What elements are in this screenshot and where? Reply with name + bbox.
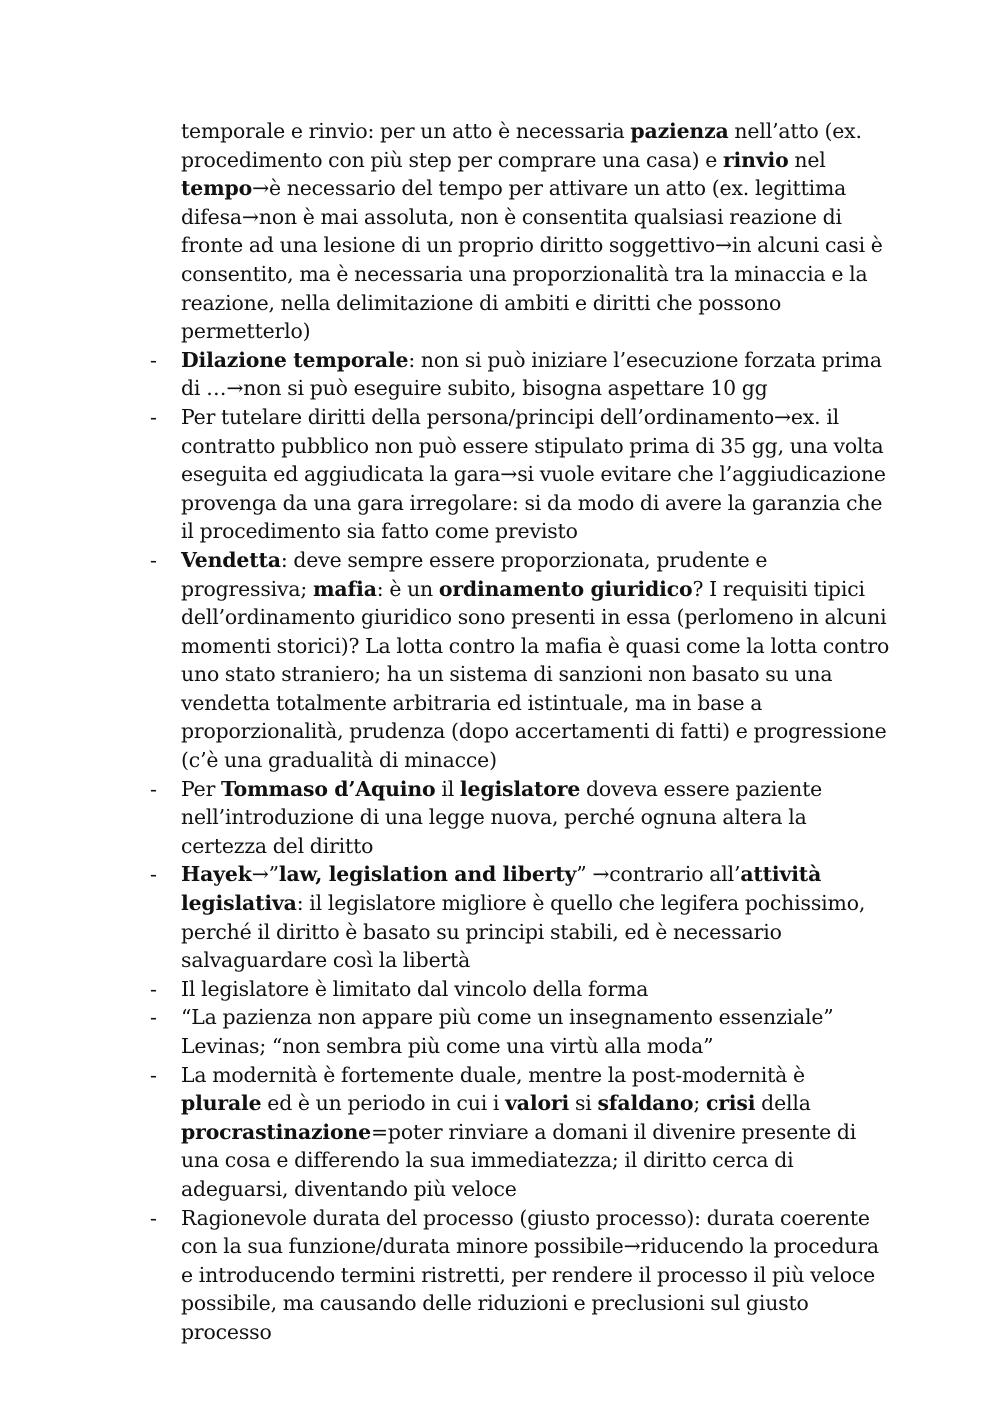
bullet-dash: - [150, 404, 157, 429]
bullet-dash: - [150, 976, 157, 1001]
bold-text: crisi [705, 1091, 756, 1116]
bullet-dash: - [150, 862, 157, 887]
bold-text: plurale [181, 1091, 262, 1116]
text-run: della [755, 1091, 811, 1116]
bold-text: ordinamento giuridico [438, 576, 693, 601]
text-run: La modernità è fortemente duale, mentre la post-modernità è [181, 1062, 805, 1087]
text-run: =poter rinviare a domani il divenire presente di una cosa e differendo la sua immediatezza; il diritto cerca di adeguarsi, diventando più veloce [181, 1119, 857, 1201]
list-item-text [181, 862, 865, 972]
list-item [150, 1003, 890, 1060]
text-run: Ragionevole durata del processo (giusto processo): durata coerente con la sua funzione/durata minore possibile→riducendo la procedura e introducendo termini ristretti, per rendere il processo il più veloce possibile, ma causando delle riduzioni e preclusioni sul giusto processo [181, 1205, 879, 1344]
list-item-text [181, 1063, 856, 1201]
text-run: Per tutelare diritti della persona/principi dell’ordinamento→ex. il contratto pubblico non può essere stipulato prima di 35 gg, una volta eseguita ed aggiudicata la gara→si vuole evitare che l’aggiudicazione provenga da una gara irregolare: si da modo di avere la garanzia che il procedimento sia fatto come previsto [181, 404, 886, 544]
text-run: : è un [376, 576, 439, 601]
text-run: ; [693, 1091, 706, 1116]
text-run: ? I requisiti tipici dell’ordinamento giuridico sono presenti in essa (perlomeno in alcuni momenti storici)? La lotta contro la mafia è quasi come la lotta contro uno stato straniero; ha un sistema di sanzioni non basato su una vendetta totalmente arbitraria ed istintuale, ma in base a proporzionalità, prudenza (dopo accertamenti di fatti) e progressione (c’è una gradualità di minacce) [181, 576, 890, 773]
list-item-text [181, 348, 882, 401]
list-item [150, 346, 890, 403]
text-run: ” →contrario all’ [576, 862, 741, 887]
text-run: : il legislatore migliore è quello che legifera pochissimo, perché il diritto è basato su principi stabili, ed è necessario salvaguardare così la libertà [181, 891, 866, 973]
bold-text: pazienza [630, 119, 729, 143]
document-body [150, 117, 890, 1347]
text-run: Il legislatore è limitato dal vincolo della forma [181, 976, 649, 1001]
list-item-text [181, 1206, 879, 1344]
bold-text: Vendetta [181, 547, 281, 572]
list-item-text [181, 777, 822, 858]
bullet-dash: - [150, 1005, 157, 1030]
list-item [150, 860, 890, 974]
list-item [150, 403, 890, 546]
bold-text: valori [505, 1091, 570, 1116]
text-run: si [569, 1091, 598, 1116]
bullet-dash: - [150, 547, 157, 572]
list-item [150, 1204, 890, 1347]
bullet-dash: - [150, 1205, 157, 1230]
text-run: il [435, 776, 460, 801]
bullet-dash: - [150, 1062, 157, 1087]
list-item [150, 775, 890, 861]
list-item-text [181, 977, 648, 1001]
bullet-dash: - [150, 776, 157, 801]
bold-text: law, legislation and liberty [278, 862, 577, 887]
bold-text: Tommaso d’Aquino [221, 776, 436, 801]
bold-text: Dilazione temporale [181, 347, 409, 372]
list-item-text [181, 405, 886, 543]
text-run: →” [251, 862, 279, 887]
text-run: “La pazienza non appare più come un insegnamento essenziale” Levinas; “non sembra più come una virtù alla moda” [181, 1005, 834, 1058]
bullet-list [150, 346, 890, 1347]
bold-text: Hayek [181, 862, 252, 887]
list-item [150, 546, 890, 775]
text-run: Per [181, 776, 221, 801]
text-run: nell’atto (ex. procedimento con più step per comprare una casa) e [181, 119, 862, 172]
bold-text: procrastinazione [181, 1119, 371, 1144]
text-run: ed è un periodo in cui i [261, 1091, 506, 1116]
text-run: : deve sempre essere proporzionata, prudente e progressiva; [181, 547, 768, 601]
list-item [150, 975, 890, 1004]
text-run: : non si può iniziare l’esecuzione forzata prima di …→non si può eseguire subito, bisogna aspettare 10 gg [181, 347, 882, 401]
bold-text: rinvio [722, 147, 789, 172]
text-run: nel [788, 147, 826, 172]
bold-text: legislatore [459, 776, 581, 801]
intro-paragraph [181, 117, 890, 346]
text-run: →è necessario del tempo per attivare un atto (ex. legittima difesa→non è mai assoluta, non è consentita qualsiasi reazione di fronte ad una lesione di un proprio diritto soggettivo→in alcuni casi è consentito, ma è necessaria una proporzionalità tra la minaccia e la reazione, nella delimitazione di ambiti e diritti che possono permetterlo) [181, 176, 883, 344]
bold-text: tempo [181, 176, 253, 201]
text-run: temporale e rinvio: per un atto è necessaria [181, 119, 631, 143]
text-run: doveva essere paziente nell’introduzione di una legge nuova, perché ognuna altera la certezza del diritto [181, 776, 823, 858]
list-item [150, 1061, 890, 1204]
bullet-dash: - [150, 347, 157, 372]
bold-text: sfaldano [597, 1091, 694, 1116]
list-item-text [181, 548, 889, 772]
bold-text: attività legislativa [181, 862, 822, 916]
bold-text: mafia [312, 576, 377, 601]
list-item-text [181, 1005, 834, 1058]
